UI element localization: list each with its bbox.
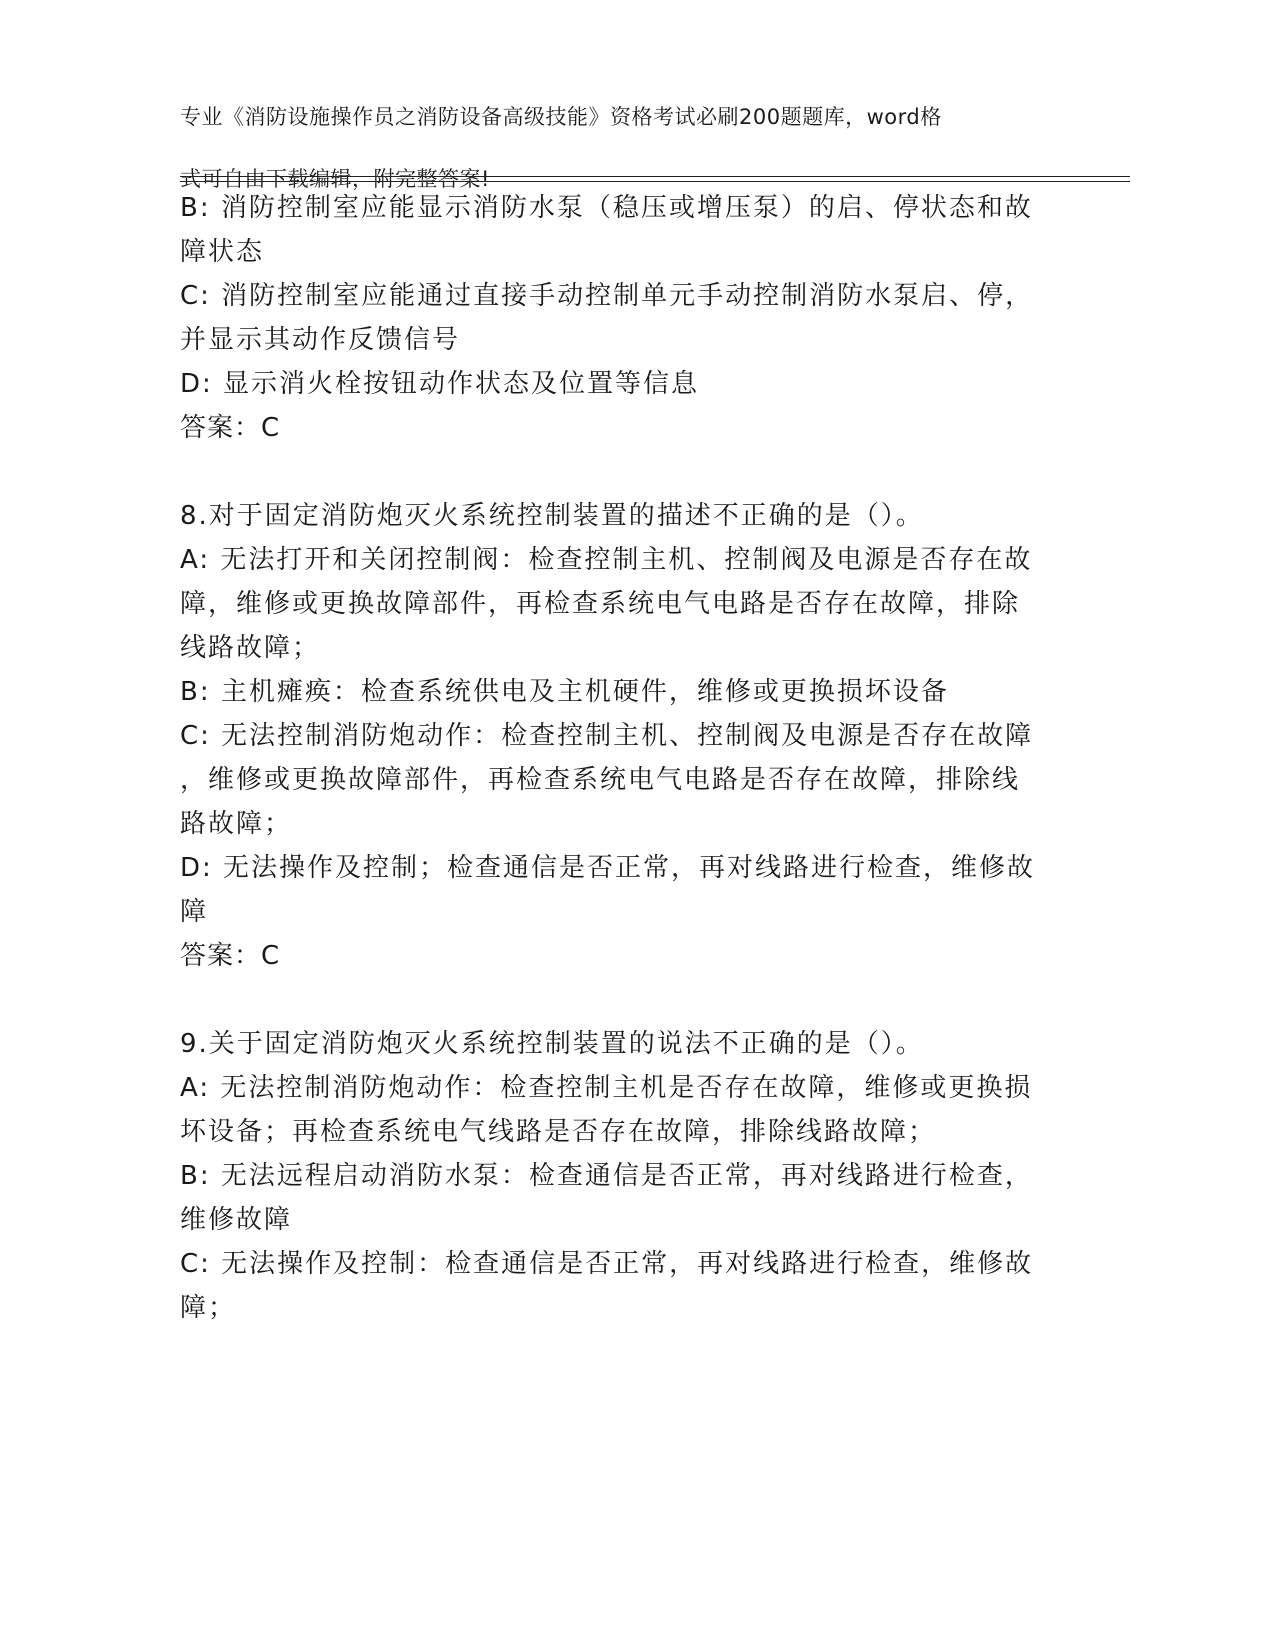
option-b-line: B: 消防控制室应能显示消防水泵（稳压或增压泵）的启、停状态和故 [180,193,1033,223]
option-a-line: A: 无法控制消防炮动作：检查控制主机是否存在故障，维修或更换损 [180,1073,1033,1103]
option-b-line: B: 无法远程启动消防水泵：检查通信是否正常，再对线路进行检查， [180,1161,1033,1191]
option-c-line: C: 消防控制室应能通过直接手动控制单元手动控制消防水泵启、停， [180,281,1034,311]
spacer [180,978,1060,1022]
option-d-line: 障 [180,897,209,927]
header-line-2: 式可自由下载编辑，附完整答案! [180,167,490,191]
question-7-options [180,186,1060,450]
option-c-line: 并显示其动作反馈信号 [180,325,461,355]
option-a-line: 线路故障； [180,633,321,663]
header-divider-bottom [180,181,1130,182]
question-stem: 8.对于固定消防炮灭火系统控制装置的描述不正确的是（）。 [180,501,924,531]
option-a-line: 坏设备；再检查系统电气线路是否存在故障，排除线路故障； [180,1117,937,1147]
option-c-line: C: 无法控制消防炮动作：检查控制主机、控制阀及电源是否存在故障 [180,721,1034,751]
option-c-line: ，维修或更换故障部件，再检查系统电气电路是否存在故障，排除线 [180,765,1021,795]
question-stem: 9.关于固定消防炮灭火系统控制装置的说法不正确的是（）。 [180,1029,924,1059]
option-b-line: B: 主机瘫痪：检查系统供电及主机硬件，维修或更换损坏设备 [180,677,949,707]
option-a-line: A: 无法打开和关闭控制阀：检查控制主机、控制阀及电源是否存在故 [180,545,1033,575]
option-d-line: D: 显示消火栓按钮动作状态及位置等信息 [180,369,700,399]
option-c-line: C: 无法操作及控制：检查通信是否正常，再对线路进行检查，维修故 [180,1249,1034,1279]
spacer [180,450,1060,494]
option-b-line: 障状态 [180,237,265,267]
answer-line: 答案：C [180,413,281,443]
option-b-line: 维修故障 [180,1205,293,1235]
option-a-line: 障，维修或更换故障部件，再检查系统电气电路是否存在故障，排除 [180,589,1021,619]
question-content [180,186,1060,1330]
option-d-line: D: 无法操作及控制；检查通信是否正常，再对线路进行检查，维修故 [180,853,1036,883]
option-c-line: 路故障； [180,809,293,839]
option-c-line: 障； [180,1293,237,1323]
question-9 [180,1022,1060,1330]
answer-line: 答案：C [180,941,281,971]
question-8 [180,494,1060,978]
header-divider-top [180,176,1130,177]
header-line-1: 专业《消防设施操作员之消防设备高级技能》资格考试必刷200题题库，word格 [180,105,942,129]
